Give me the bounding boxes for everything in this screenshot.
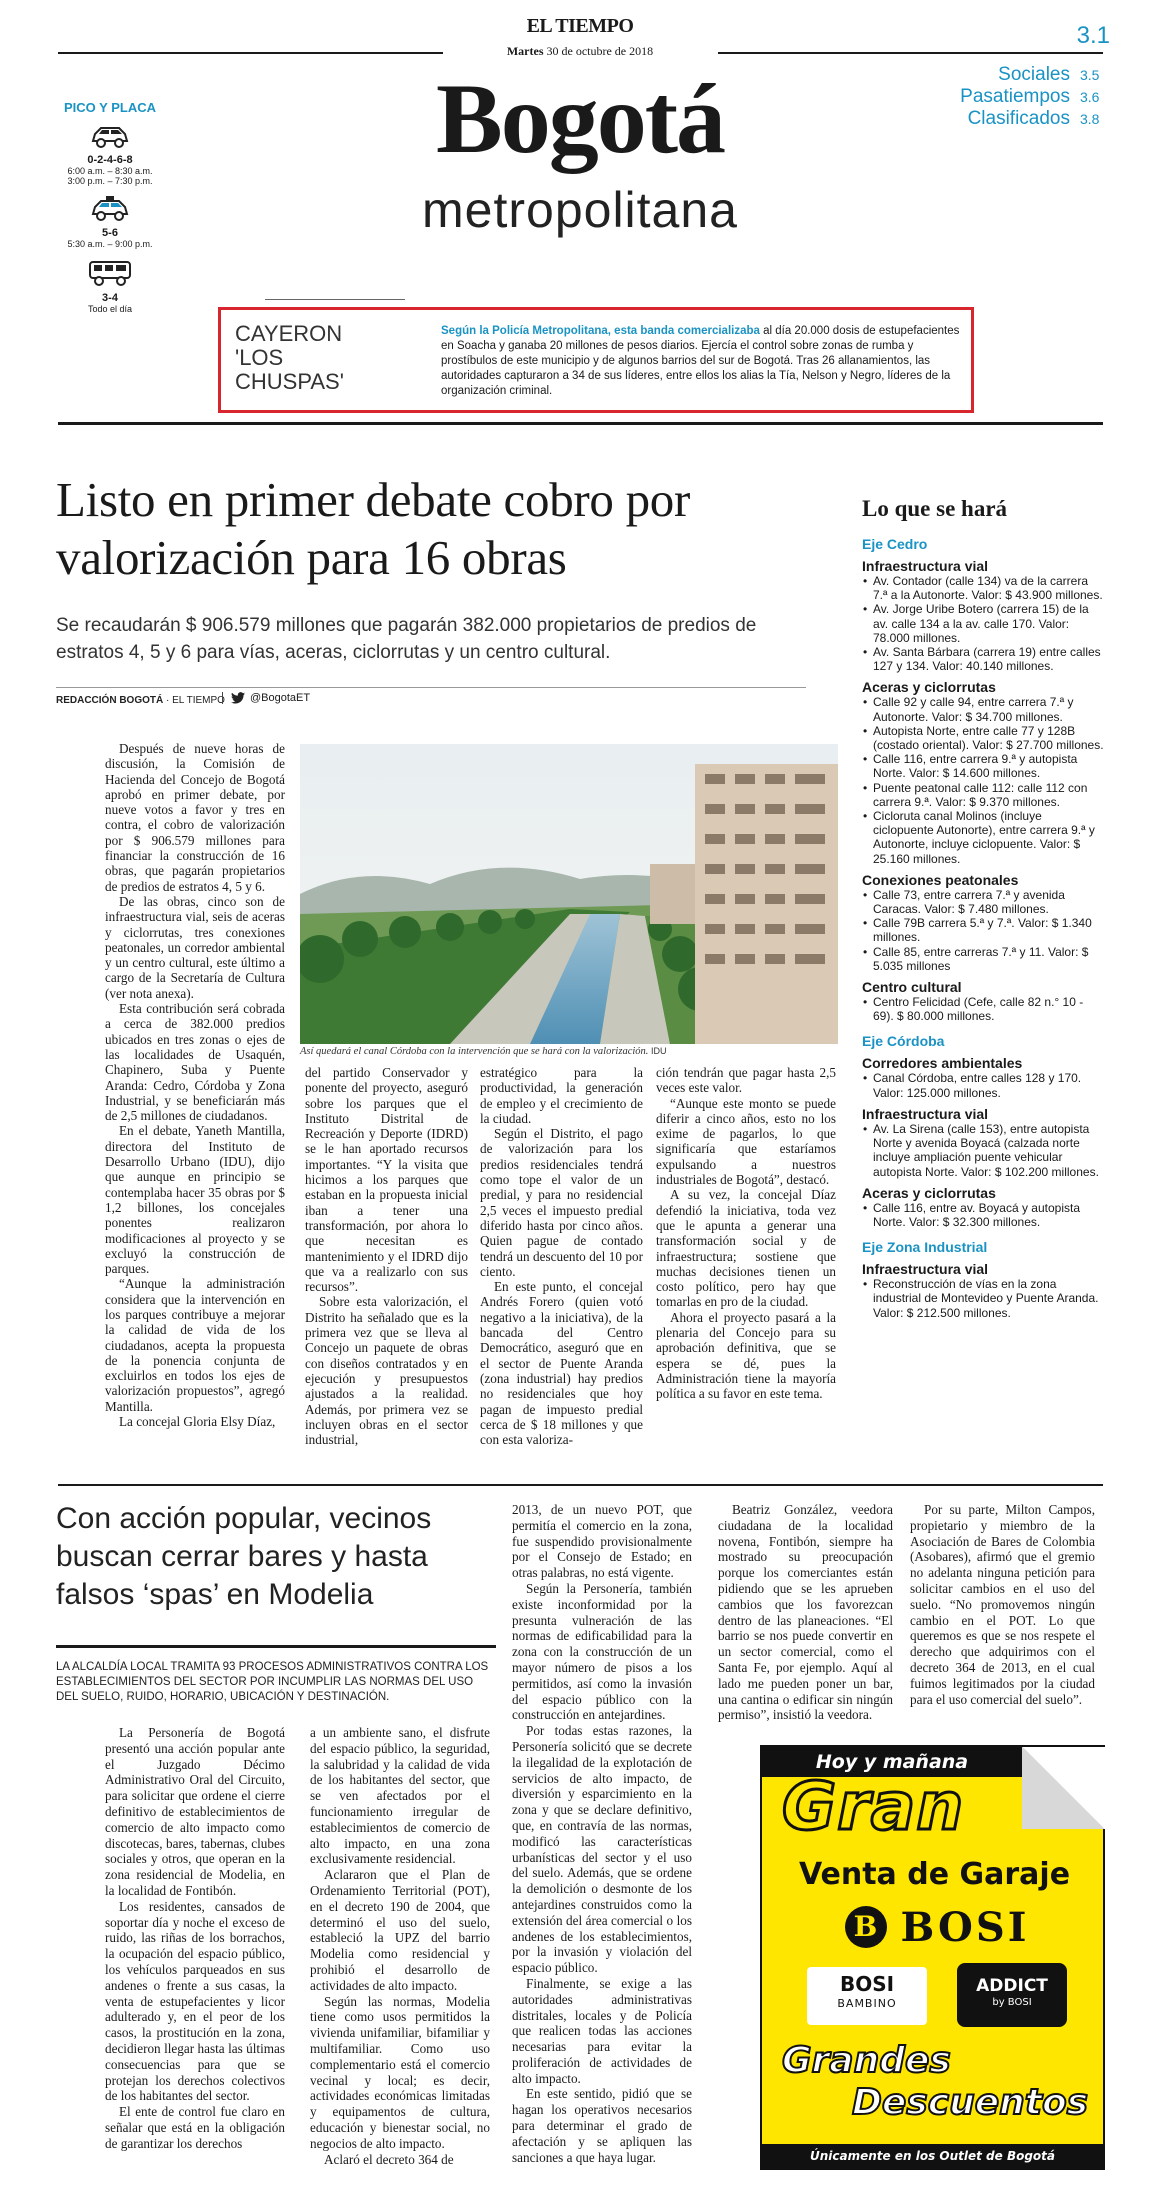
sidebar-list: • Canal Córdoba, entre calles 128 y 170. Valor: 125.000 millones.: [862, 1071, 1104, 1099]
sidebar-list: • Calle 92 y calle 94, entre carrera 7.ª y Autonorte. Valor: $ 34.700 millones. • Autopista Norte, entre calle 77 y 128B (costado oriental). Valor: $ 27.700 millones. • Calle 116, entre carrera 9.ª y autopista Norte. Valor: $ 14.600 millones. • Puente peatonal calle 112: calle 112 con carrera 9.ª. Valor: $ 9.370 millones. • Cicloruta canal Molinos (incluye ciclopuente Autonorte), entre carrera 9.ª y Autonorte, incluye ciclopuente. Valor: $ 25.160 millones.: [862, 695, 1104, 865]
second-article-col-4: Beatriz González, veedora ciudadana de la localidad novena, Fontibón, siempre ha mostrado su preocupación porque los comerciantes están pidiendo que se les aprueben cambios que los favorezcan dentro de las planeaciones. “El barrio se nos puede convertir en un sector comercial, como el Santa Fe, por ejemplo. Aquí al lado me pueden poner un bar, una cantina o edificar sin ningún permiso”, insistió la veedora.: [718, 1502, 893, 1723]
second-article-col-2: a un ambiente sano, el disfrute del espacio público, la seguridad, la salubridad y la calidad de vida de los habitantes del sector, que se ven afectados por el funcionamiento irregular de establecimientos de comercio de alto impacto, en una zona exclusivamente residencial. Aclararon que el Plan de Ordenamiento Territorial (POT), en el decreto 190 de 2004, que determinó el uso del suelo, estableció la UPZ del barrio Modelia como residencial y prohibió el desarrollo de actividades de alto impacto. Según las normas, Modelia tiene como usos permitidos la vivienda unifamiliar, bifamiliar y multifamiliar. Como uso complementario está el comercio vecinal y local; es decir, actividades económicas limitadas y equipamentos de cultura, educación y bienestar social, no negocios de alto impacto. Aclaró el decreto 364 de: [310, 1725, 490, 2167]
ad-bottom-banner: Únicamente en los Outlet de Bogotá: [762, 2144, 1103, 2168]
ad-page-curl: [1022, 1747, 1105, 1829]
section-title: Bogotá: [436, 63, 724, 174]
issue-date: Martes 30 de octubre de 2018: [506, 44, 654, 58]
ad-descuentos: Descuentos: [852, 2082, 1089, 2123]
brief-headline: CAYERON 'LOS CHUSPAS': [235, 321, 344, 394]
header-bottom-rule: [58, 422, 1103, 425]
index-row[interactable]: Clasificados 3.8: [967, 108, 1100, 129]
brief-text: Según la Policía Metropolitana, esta banda comercializaba al día 20.000 dosis de estupefacientes en Soacha y ganaba 20 millones de pesos diarios. Ejercía el control sobre zonas de rumba y prostíbulos de este municipio y de algunos barrios del sur de Bogotá. Tras 26 allanamientos, las autoridades capturaron a 34 de sus líderes, entre ellos los alias la Tía, Nelson y Negro, líderes de la organización criminal.: [441, 325, 960, 397]
twitter-icon: [231, 692, 245, 704]
second-headline: Con acción popular, vecinos buscan cerrar bares y hasta falsos ‘spas’ en Modelia: [56, 1502, 432, 1611]
sidebar-list: • Calle 73, entre carrera 7.ª y avenida Caracas. Valor: $ 7.480 millones. • Calle 79B carrera 5.ª y 7.ª. Valor: $ 1.340 millones. • Calle 85, entre carreras 7.ª y 11. Valor: $ 5.035 millones: [862, 888, 1104, 973]
header-line-right: [718, 52, 1103, 54]
main-article-col-4: ción tendrán que pagar hasta 2,5 veces este valor. “Aunque este monto se puede diferir a cinco años, esto no los exime de pagarlos, lo que significaría que estaríamos expulsando a nuestros industriales de Bogotá”, destacó. A su vez, la concejal Díaz defendió la iniciativa, toda vez que le apunta a generar una transformación social y de infraestructura; sostiene que muchas decisiones tienen un costo político, pero hay que tomarlas en pro de la ciudad. Ahora el proyecto pasará a la plenaria del Concejo para su aprobación definitiva, que se espera se dé, pues la Administración tiene la mayoría política a su favor en este tema.: [656, 1065, 836, 1402]
index-row[interactable]: Sociales 3.5: [998, 64, 1100, 85]
axis-cordoba: Eje Córdoba: [862, 1033, 945, 1050]
section-divider: [58, 1484, 1103, 1486]
second-article-col-1: La Personería de Bogotá presentó una acción popular ante el Juzgado Décimo Administrativo Oral del Circuito, para solicitar que ordene el cierre definitivo de establecimientos de comercio de alto impacto como discotecas, bares, tabernas, clubes sociales y otros, que operan en la zona residencial de Modelia, en la localidad de Fontibón. Los residentes, cansados de soportar día y noche el exceso de ruido, las riñas de los borrachos, la ocupación del espacio público, los vehículos parqueados en sus andenes o frente a sus casas, la venta de estupefacientes y licor adulterado y, en el peor de los casos, la prostitución en la zona, decidieron llegar hasta las últimas consecuencias para que se protejan los derechos colectivos de los habitantes del sector. El ente de control fue claro en señalar que está en la obligación de garantizar los derechos: [105, 1725, 285, 2151]
main-article-col-3: estratégico para la productividad, la generación de empleo y el crecimiento de la ciudad. Según el Distrito, el pago de valorización para los predios residenciales tendrá como tope el valor de un predial, y para no residencial 2,5 veces el impuesto predial diferido hasta por cinco años. Quien pague de contado tendrá un descuento del 10 por ciento. En este punto, el concejal Andrés Forero (quien votó negativo a la iniciativa), de la bancada del Centro Democrático, aseguró que en el sector de Puente Aranda (zona industrial) hay predios no residenciales que hoy pagan de impuesto predial cerca de $ 18 millones y que con esta valoriza-: [480, 1065, 643, 1448]
ad-venta-garaje: Venta de Garaje: [798, 1857, 1071, 1892]
ad-gran: Gran: [782, 1768, 965, 1845]
sidebar-list: • Av. Contador (calle 134) va de la carrera 7.ª a la Autonorte. Valor: $ 43.900 millones. • Av. Jorge Uribe Botero (carrera 15) de la av. calle 134 a la av. calle 170. Valor: 78.000 millones. • Av. Santa Bárbara (carrera 19) entre calles 127 y 134. Valor: 40.140 millones.: [862, 574, 1104, 673]
brief-top-ornament: [265, 299, 405, 300]
ad-addict: ADDICT by BOSI: [957, 1963, 1067, 2027]
ad-bosi-bambino: BOSI BAMBINO: [807, 1967, 927, 2025]
main-article-col-2: del partido Conservador y ponente del proyecto, aseguró sobre los parques que el Instituto Distrital de Recreación y Deporte (IDRD) se le han aportado recursos importantes. “Y la visita que hicimos a los parques que estaban en la propuesta inicial iban a tener una transformación, por ahora lo que necesitan es mantenimiento y el IDRD dijo que va a realizarlo con sus recursos”. Sobre esta valorización, el Distrito ha señalado que es la primera vez que se lleva al Concejo un paquete de obras con diseños contratados y en ejecución y presupuestos ajustados a la realidad. Además, por primera vez se incluyen obras en el sector industrial,: [305, 1065, 468, 1448]
sidebar-list: • Centro Felicidad (Cefe, calle 82 n.° 10 - 69). $ 80.000 millones.: [862, 995, 1104, 1023]
second-article-col-5: Por su parte, Milton Campos, propietario y miembro de la Asociación de Bares de Colombia (Asobares), afirmó que el gremio no adelanta ninguna petición para solicitar cambios en el uso del suelo. “No promovemos ningún cambio en el POT. Lo que queremos es que se nos respete el derecho que adquirimos con el decreto 364 de 2013, en el cual fuimos legitimados por la ciudad para el uso comercial del suelo”.: [910, 1502, 1095, 1707]
bosi-b-icon: B: [845, 1906, 887, 1948]
photo-caption: Así quedará el canal Córdoba con la intervención que se hará con la valorización. IDU: [300, 1046, 667, 1057]
car-icon: [89, 123, 131, 149]
twitter-handle[interactable]: @BogotaET: [222, 692, 310, 704]
main-article-col-1: Después de nueve horas de discusión, la Comisión de Hacienda del Concejo de Bogotá aprobó en primer debate, por nueve votos a favor y tres en contra, el cobro de valorización por $ 906.579 millones para financiar la construcción de 16 obras, que pagarán propietarios de predios de estratos 4, 5 y 6. De las obras, cinco son de infraestructura vial, seis de aceras y ciclorrutas, tres conexiones peatonales, un corredor ambiental y un centro cultural, este último a cargo de la Secretaría de Cultura (ver nota anexa). Esta contribución será cobrada a cerca de 382.000 predios ubicados en tres zonas o ejes de las localidades de Usaquén, Chapinero, Suba y Puente Aranda: Cedro, Córdoba y Zona Industrial, y se beneficiarán más de 2,5 millones de ciudadanos. En el debate, Yaneth Mantilla, directora del Instituto de Desarrollo Urbano (IDU), dijo que aunque en principio se contemplaba hacer 35 obras por $ 1,2 billones, los concejales ponentes realizaron modificaciones al proyecto y se excluyó la construcción de parques. “Aunque la administración considera que la intervención en los parques contribuye a mejorar la calidad de vida de los ciudadanos, acepta la propuesta de la ponencia conjunta de excluirlos en todos los ejes de valorización propuestos”, agregó Mantilla. La concejal Gloria Elsy Díaz,: [105, 741, 285, 1430]
page-number: 3.1: [1076, 22, 1110, 49]
sidebar-list: • Av. La Sirena (calle 153), entre autopista Norte y avenida Boyacá (calzada norte incluye ampliación puente vehicular autopista Norte. Valor: $ 102.200 millones.: [862, 1122, 1104, 1179]
second-deck: LA ALCALDÍA LOCAL TRAMITA 93 PROCESOS ADMINISTRATIVOS CONTRA LOS ESTABLECIMIENTOS DEL SECTOR POR INCUMPLIR LAS NORMAS DEL USO DEL SUELO, RUIDO, HORARIO, UBICACIÓN Y DESTINACIÓN.: [56, 1661, 489, 1703]
bosi-advertisement[interactable]: [760, 1745, 1105, 2170]
section-index: [890, 64, 1110, 130]
second-article-col-3: 2013, de un nuevo POT, que permitía el comercio en la zona, fue suspendido provisionalmente por el Consejo de Estado; en otras palabras, no está vigente. Según la Personería, también existe inconformidad por la presunta vulneración de las normas de edificabilidad para la zona con la construcción de un mayor número de pisos a los permitidos, así como la invasión del espacio público con la construcción en antejardines. Por todas estas razones, la Personería solicitó que se decrete la ilegalidad de la explotación de servicios de alto impacto, de diversión y esparcimiento en la zona y que se declare definitivo, que, en contravía de las normas, modificó las características urbanísticas del sector y el uso del suelo. Además, que se ordene la demolición o desmonte de los antejardines construidos como la extensión del área comercial o los andenes de los establecimientos, por la invasión y violación del espacio público. Finalmente, se exige a las autoridades administrativas distritales, locales y de Policía que realicen todas las acciones necesarias para evitar la proliferación de actividades de alto impacto. En este sentido, pidió que se hagan los operativos necesarios para determinar el grado de afectación y se apliquen las sanciones a que haya lugar.: [512, 1502, 692, 2165]
pico-placa-taxis: 5-6 5:30 a.m. – 9:00 p.m.: [50, 196, 170, 249]
sidebar-list: • Reconstrucción de vías en la zona industrial de Montevideo y Puente Aranda. Valor: $ 212.500 millones.: [862, 1277, 1104, 1320]
section-subtitle: metropolitana: [422, 182, 738, 238]
taxi-icon: [89, 196, 131, 222]
axis-zona-industrial: Eje Zona Industrial: [862, 1239, 988, 1256]
axis-cedro: Eje Cedro: [862, 536, 928, 552]
pico-placa-cars: 0-2-4-6-8 6:00 a.m. – 8:30 a.m. 3:00 p.m. – 7:30 p.m.: [50, 123, 170, 186]
paper-name: EL TIEMPO: [526, 15, 634, 37]
main-headline: Listo en primer debate cobro por valorización para 16 obras: [56, 472, 690, 585]
pico-placa-title: PICO Y PLACA: [64, 100, 156, 115]
index-row[interactable]: Pasatiempos 3.6: [960, 86, 1100, 107]
brief-box[interactable]: [218, 307, 974, 413]
ad-top-banner: Hoy y mañana: [762, 1747, 1022, 1777]
main-deck: Se recaudarán $ 906.579 millones que pagarán 382.000 propietarios de predios de estratos 4, 5 y 6 para vías, aceras, ciclorrutas y un centro cultural.: [56, 615, 757, 663]
pico-placa-panel: [50, 100, 170, 314]
ad-grandes: Grandes: [782, 2040, 951, 2081]
sidebar-list: • Calle 116, entre av. Boyacá y autopista Norte. Valor: $ 32.300 millones.: [862, 1201, 1104, 1229]
header-line-left: [58, 52, 443, 54]
pico-placa-trucks: 3-4 Todo el día: [50, 259, 170, 314]
sidebar-title: Lo que se hará: [862, 496, 1008, 521]
byline-rule: [56, 687, 806, 688]
canal-cordoba-photo: [300, 744, 838, 1044]
ad-bosi-logo: B BOSI: [792, 1904, 1082, 1950]
byline: REDACCIÓN BOGOTÁ · EL TIEMPO: [56, 695, 225, 706]
works-sidebar: Lo que se hará Eje Cedro Infraestructura vial • Av. Contador (calle 134) va de la carrera 7.ª a la Autonorte. Valor: $ 43.900 millones. • Av. Jorge Uribe Botero (carrera 15) de la av. calle 134 a la av. calle 170. Valor: 78.000 millones. • Av. Santa Bárbara (carrera 19) entre calles 127 y 134. Valor: 40.140 millones. Aceras y ciclorrutas • Calle 92 y calle 94, entre carrera 7.ª y Autonorte. Valor: $ 34.700 millones. • Autopista Norte, entre calle 77 y 128B (costado oriental). Valor: $ 27.700 millones. • Calle 116, entre carrera 9.ª y autopista Norte. Valor: $ 14.600 millones. • Puente peatonal calle 112: calle 112 con carrera 9.ª. Valor: $ 9.370 millones. • Cicloruta canal Molinos (incluye ciclopuente Autonorte), entre carrera 9.ª y Autonorte, incluye ciclopuente. Valor: $ 25.160 millones. Conexiones peatonales • Calle 73, entre carrera 7.ª y avenida Caracas. Valor: $ 7.480 millones. • Calle 79B carrera 5.ª y 7.ª. Valor: $ 1.340 millones. • Calle 85, entre carreras 7.ª y 11. Valor: $ 5.035 millones Centro cultural • Centro Felicidad (Cefe, calle 82 n.° 10 - 69). $ 80.000 millones. Eje Córdoba Corredores ambientales • Canal Córdoba, entre calles 128 y 170. Valor: 125.000 millones. Infraestructura vial • Av. La Sirena (calle 153), entre autopista Norte y avenida Boyacá (calzada norte incluye ampliación puente vehicular autopista Norte. Valor: $ 102.200 millones. Aceras y ciclorrutas • Calle 116, entre av. Boyacá y autopista Norte. Valor: $ 32.300 millones. Eje Zona Industrial Infraestructura vial • Reconstrucción de vías en la zona industrial de Montevideo y Puente Aranda. Valor: $ 212.500 millones.: [862, 496, 1104, 1320]
deck-rule: [56, 1645, 496, 1648]
truck-icon: [87, 259, 133, 287]
